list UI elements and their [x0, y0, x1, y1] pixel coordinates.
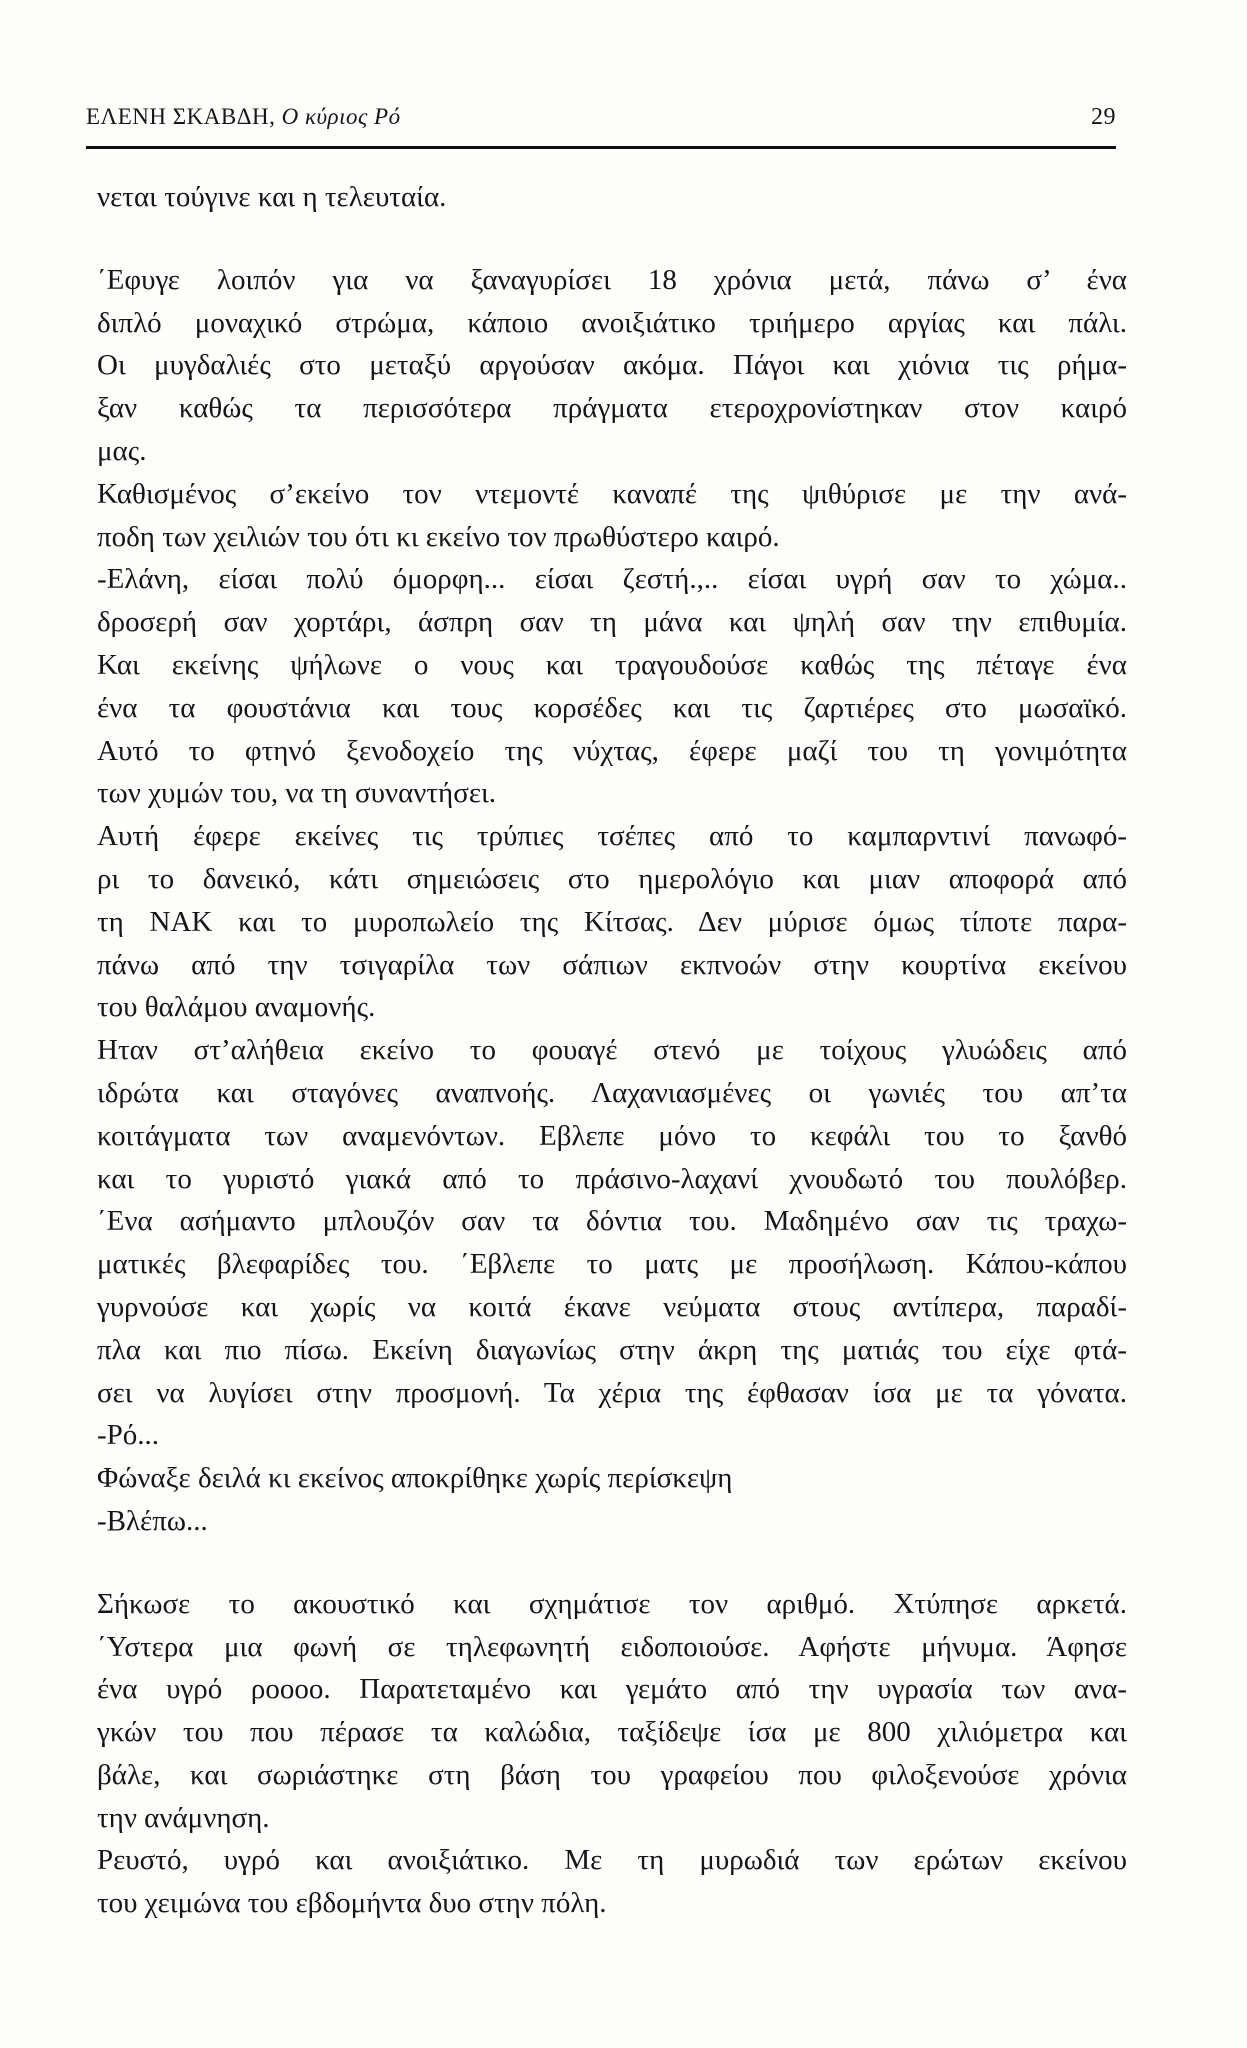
text-line: Φώναξε δειλά κι εκείνος αποκρίθηκε χωρίς περίσκεψη: [97, 1462, 733, 1495]
running-head: [86, 96, 1116, 136]
text-line: την ανάμνηση.: [97, 1801, 270, 1834]
text-line: ξαν καθώς τα περισσότερα πράγματα ετεροχρονίστηκαν στον καιρό: [97, 392, 1127, 425]
text-line: Αυτή έφερε εκείνες τις τρύπιες τσέπες από το καμπαρντινί πανωφό-: [97, 820, 1127, 853]
text-line: -Βλέπω...: [97, 1504, 208, 1537]
text-line: ιδρώτα και σταγόνες αναπνοής. Λαχανιασμένες οι γωνιές του απ’τα: [97, 1076, 1127, 1109]
text-line: κοιτάγματα των αναμενόντων. Εβλεπε μόνο το κεφάλι του το ξανθό: [97, 1119, 1127, 1152]
text-line: γυρνούσε και χωρίς να κοιτά έκανε νεύματα στους αντίπερα, παραδί-: [97, 1290, 1127, 1323]
text-line: ένα υγρό ροοοο. Παρατεταμένο και γεμάτο από την υγρασία των ανα-: [97, 1673, 1127, 1706]
text-line: και το γυριστό γιακά από το πράσινο-λαχανί χνουδωτό του πουλόβερ.: [97, 1162, 1127, 1195]
text-line: του θαλάμου αναμονής.: [97, 991, 376, 1024]
paragraph-gap: [97, 1543, 1127, 1583]
body-text: [97, 176, 1127, 1925]
text-line: -Ελάνη, είσαι πολύ όμορφη... είσαι ζεστή.,.. είσαι υγρή σαν το χώμα..: [97, 563, 1127, 596]
text-line: ΄Ενα ασήμαντο μπλουζόν σαν τα δόντια του. Μαδημένο σαν τις τραχω-: [97, 1205, 1127, 1238]
text-line: Σήκωσε το ακουστικό και σχημάτισε τον αριθμό. Χτύπησε αρκετά.: [97, 1587, 1127, 1620]
text-line: διπλό μοναχικό στρώμα, κάποιο ανοιξιάτικο τριήμερο αργίας και πάλι.: [97, 306, 1127, 339]
text-line: δροσερή σαν χορτάρι, άσπρη σαν τη μάνα και ψηλή σαν την επιθυμία.: [97, 606, 1127, 639]
text-line: πάνω από την τσιγαρίλα των σάπιων εκπνοών στην κουρτίνα εκείνου: [97, 948, 1127, 981]
text-line: νεται τούγινε και η τελευταία.: [97, 181, 447, 213]
text-line: ρι το δανεικό, κάτι σημειώσεις στο ημερολόγιο και μιαν αποφορά από: [97, 862, 1127, 895]
text-line: ΄Εφυγε λοιπόν για να ξαναγυρίσει 18 χρόνια μετά, πάνω σ’ ένα: [97, 263, 1127, 296]
author-title-heading: [86, 104, 401, 130]
page-number: 29: [1091, 104, 1116, 130]
text-line: ΄Υστερα μια φωνή σε τηλεφωνητή ειδοποιούσε. Αφήστε μήνυμα. Άφησε: [97, 1630, 1127, 1663]
text-line: τη ΝΑΚ και το μυροπωλείο της Κίτσας. Δεν μύρισε όμως τίποτε παρα-: [97, 905, 1127, 938]
paragraph-gap: [97, 219, 1127, 259]
book-title: Ο κύριος Ρό: [281, 104, 401, 129]
text-line: πλα και πιο πίσω. Εκείνη διαγωνίως στην άκρη της ματιάς του είχε φτά-: [97, 1333, 1127, 1366]
text-line: μας.: [97, 434, 147, 467]
text-line: Καθισμένος σ’εκείνο τον ντεμοντέ καναπέ της ψιθύρισε με την ανά-: [97, 477, 1127, 510]
header-rule: [86, 146, 1116, 149]
author-name: ΕΛΕΝΗ ΣΚΑΒΔΗ,: [86, 104, 276, 129]
text-line: του χειμώνα του εβδομήντα δυο στην πόλη.: [97, 1887, 607, 1920]
text-line: Αυτό το φτηνό ξενοδοχείο της νύχτας, έφερε μαζί του τη γονιμότητα: [97, 734, 1127, 767]
text-line: ματικές βλεφαρίδες του. ΄Εβλεπε το ματς με προσήλωση. Κάπου-κάπου: [97, 1248, 1127, 1281]
text-line: σει να λυγίσει στην προσμονή. Τα χέρια της έφθασαν ίσα με τα γόνατα.: [97, 1376, 1127, 1409]
text-line: γκών του που πέρασε τα καλώδια, ταξίδεψε ίσα με 800 χιλιόμετρα και: [97, 1716, 1127, 1749]
text-line: Και εκείνης ψήλωνε ο νους και τραγουδούσε καθώς της πέταγε ένα: [97, 648, 1127, 681]
text-line: Ηταν στ’αλήθεια εκείνο το φουαγέ στενό με τοίχους γλυώδεις από: [97, 1034, 1127, 1067]
text-line: Ρευστό, υγρό και ανοιξιάτικο. Με τη μυρωδιά των ερώτων εκείνου: [97, 1844, 1127, 1877]
text-line: ένα τα φουστάνια και τους κορσέδες και τις ζαρτιέρες στο μωσαϊκό.: [97, 691, 1127, 724]
text-line: ποδη των χειλιών του ότι κι εκείνο τον πρωθύστερο καιρό.: [97, 520, 780, 553]
text-line: -Ρό...: [97, 1419, 160, 1452]
text-line: Οι μυγδαλιές στο μεταξύ αργούσαν ακόμα. Πάγοι και χιόνια τις ρήμα-: [97, 349, 1127, 382]
text-line: βάλε, και σωριάστηκε στη βάση του γραφείου που φιλοξενούσε χρόνια: [97, 1758, 1127, 1791]
text-line: των χυμών του, να τη συναντήσει.: [97, 777, 497, 810]
